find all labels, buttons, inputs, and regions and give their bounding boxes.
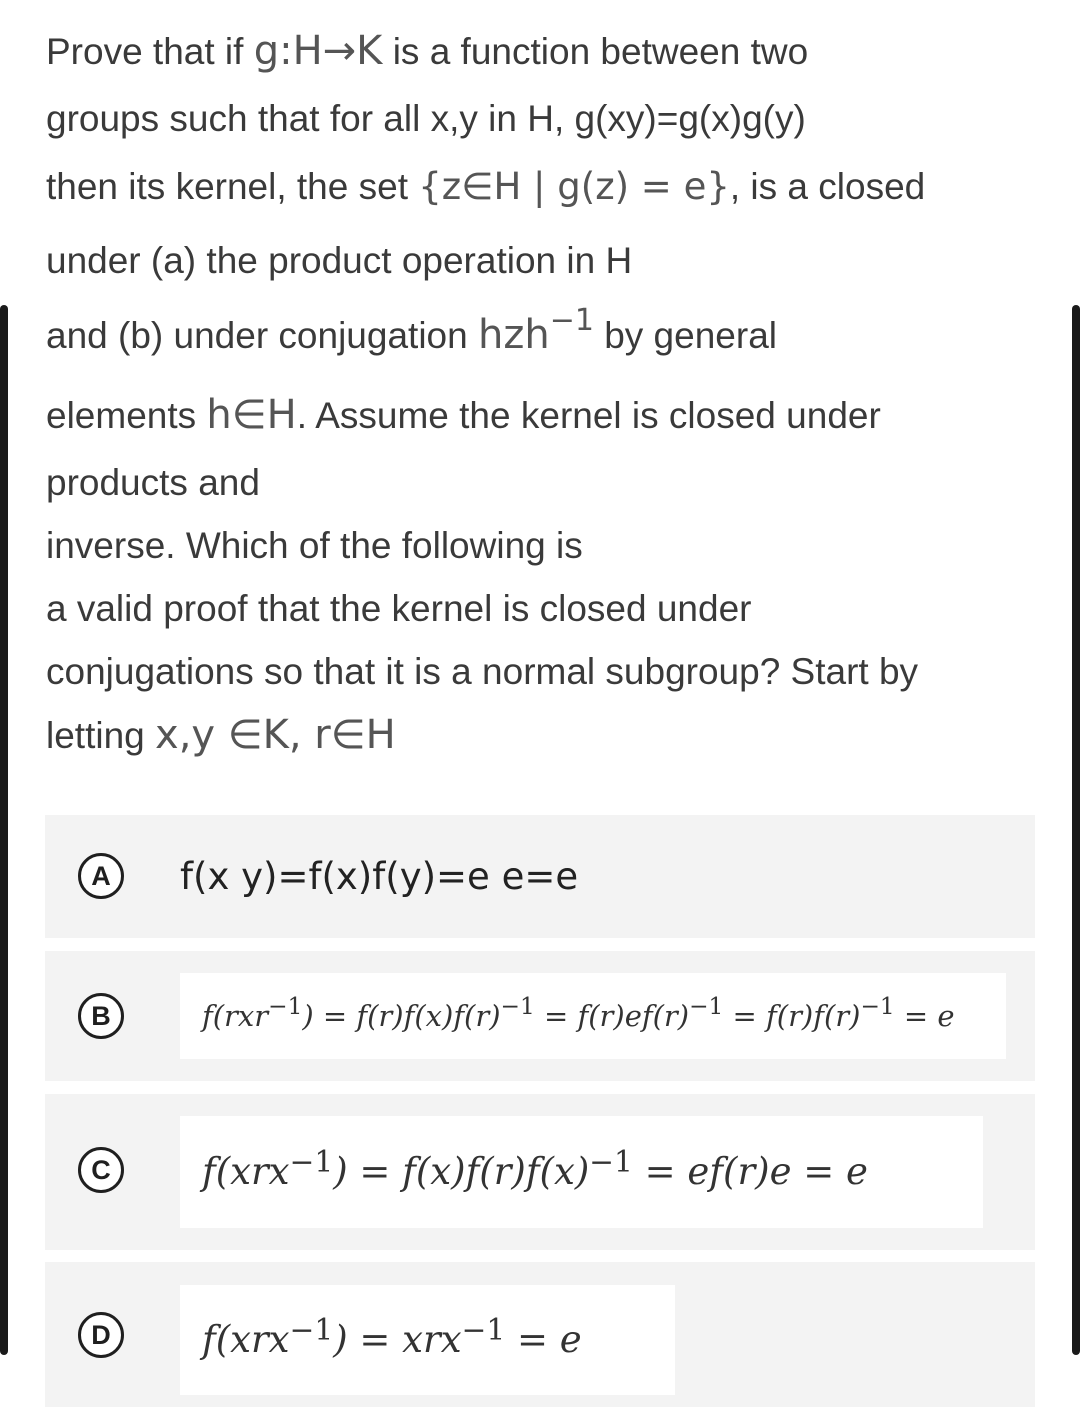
question-line-3: then its kernel, the set {z∈H | g(z) = e}, is a closed xyxy=(46,165,926,208)
question-line-2: groups such that for all x,y in H, g(xy)=g(x)g(y) xyxy=(46,98,806,139)
option-c-formula: $f(xrx^{-1}) = f(x)f(r)f(x)^{-1} = ef(r)e = e$ xyxy=(180,1116,983,1228)
option-d[interactable] xyxy=(45,1262,1035,1407)
question-line-6: elements h∈H. Assume the kernel is closed under xyxy=(46,392,881,438)
math-conjugation: hzh$^{-1}$ xyxy=(477,303,594,358)
question-line-5: and (b) under conjugation hzh$^{-1}$ by general xyxy=(46,303,777,358)
option-d-formula: f(xrx$^{-1}$) = xrx$^{-1}$ = e xyxy=(180,1285,675,1395)
question-line-7: products and xyxy=(46,462,260,503)
option-letter-b: B xyxy=(78,993,124,1039)
question-line-8: inverse. Which of the following is xyxy=(46,525,583,566)
option-letter-c: C xyxy=(78,1147,124,1193)
option-b[interactable] xyxy=(45,951,1035,1081)
question-line-11: letting x,y ∈K, r∈H xyxy=(46,712,396,758)
question-line-9: a valid proof that the kernel is closed under xyxy=(46,588,752,629)
math-h-in-H: h∈H xyxy=(206,392,297,438)
option-letter-d: D xyxy=(78,1312,124,1358)
option-a[interactable] xyxy=(45,815,1035,938)
left-edge-bar xyxy=(0,305,8,1355)
math-kernel-set: {z∈H | g(z) = e} xyxy=(418,165,730,208)
question-line-4: under (a) the product operation in H xyxy=(46,240,633,281)
right-edge-bar xyxy=(1072,305,1080,1355)
math-letting: x,y ∈K, r∈H xyxy=(155,712,396,758)
option-letter-a: A xyxy=(78,853,124,899)
option-c[interactable] xyxy=(45,1094,1035,1250)
option-b-formula: $f(rxr^{-1}) = f(r)f(x)f(r)^{-1} = f(r)ef(r)^{-1} = f(r)f(r)^{-1} = e$ xyxy=(180,973,1006,1059)
question-line-1: Prove that if g:H→K is a function between two xyxy=(46,28,809,74)
option-a-text: f(x y)=f(x)f(y)=e e=e xyxy=(180,855,579,898)
question-line-10: conjugations so that it is a normal subgroup? Start by xyxy=(46,651,919,692)
math-function-g: g:H→K xyxy=(253,28,383,74)
